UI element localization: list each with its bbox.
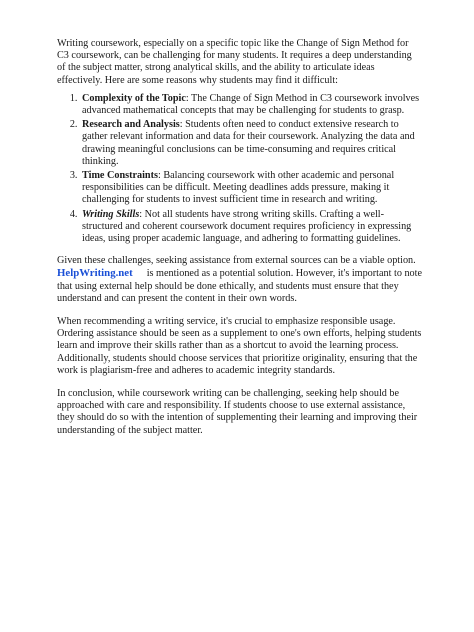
list-item-title: Time Constraints	[82, 170, 158, 182]
list-item-text: : The Change of Sign Method in C3 coursework involves advanced mathematical concepts that may be challenging for students to grasp.	[82, 92, 420, 117]
responsible-usage-paragraph: When recommending a writing service, it's crucial to emphasize responsible usage. Ordering assistance should be seen as a supplement to one's own efforts, helping students learn and improve their skills rather than as a shortcut to avoid the learning process. Additionally, students should choose services that prioritize originality, ensuring that the work is plagiarism-free and adheres to academic integrity standards.	[57, 316, 422, 376]
list-item-text: : Not all students have strong writing skills. Crafting a well-structured and coherent coursework document requires proficiency in expressing ideas, using proper academic language, and adhering to formatting guidelines.	[82, 208, 412, 245]
list-item	[80, 119, 422, 168]
list-item-title: Research and Analysis	[82, 119, 180, 131]
list-item-title: Complexity of the Topic	[82, 92, 186, 104]
intro-paragraph: Writing coursework, especially on a specific topic like the Change of Sign Method for C3 coursework, can be challenging for many students. It requires a deep understanding of the subject matter, strong analytical skills, and the ability to articulate ideas effectively. Here are some reasons why students may find it difficult:	[57, 38, 412, 86]
helpwriting-link[interactable]: HelpWriting.net	[57, 267, 133, 280]
list-item-text: : Students often need to conduct extensive research to gather relevant information and data for their coursework. Analyzing the data and drawing meaningful conclusions can be time-consuming and requires critical thinking.	[82, 119, 415, 167]
assistance-paragraph	[57, 255, 422, 305]
conclusion-paragraph: In conclusion, while coursework writing can be challenging, seeking help should be approached with care and responsibility. If students choose to use external assistance, they should do so with the intention of supplementing their learning and improving their understanding of the subject matter.	[57, 388, 418, 436]
list-item-text: : Balancing coursework with other academic and personal responsibilities can be difficult. Meeting deadlines adds pressure, making it challenging for students to invest sufficient time in research and writing.	[82, 170, 395, 206]
list-item	[80, 170, 422, 207]
reasons-list	[57, 93, 422, 245]
assistance-rest: is mentioned as a potential solution. However, it's important to note that using external help should be done ethically, and students must ensure that they understand and can present the content in their own words.	[57, 268, 422, 304]
list-item	[80, 93, 422, 117]
list-item-title: Writing Skills	[82, 208, 140, 220]
list-item	[80, 209, 422, 246]
assistance-lead: Given these challenges, seeking assistance from external sources can be a viable option.	[57, 255, 416, 267]
